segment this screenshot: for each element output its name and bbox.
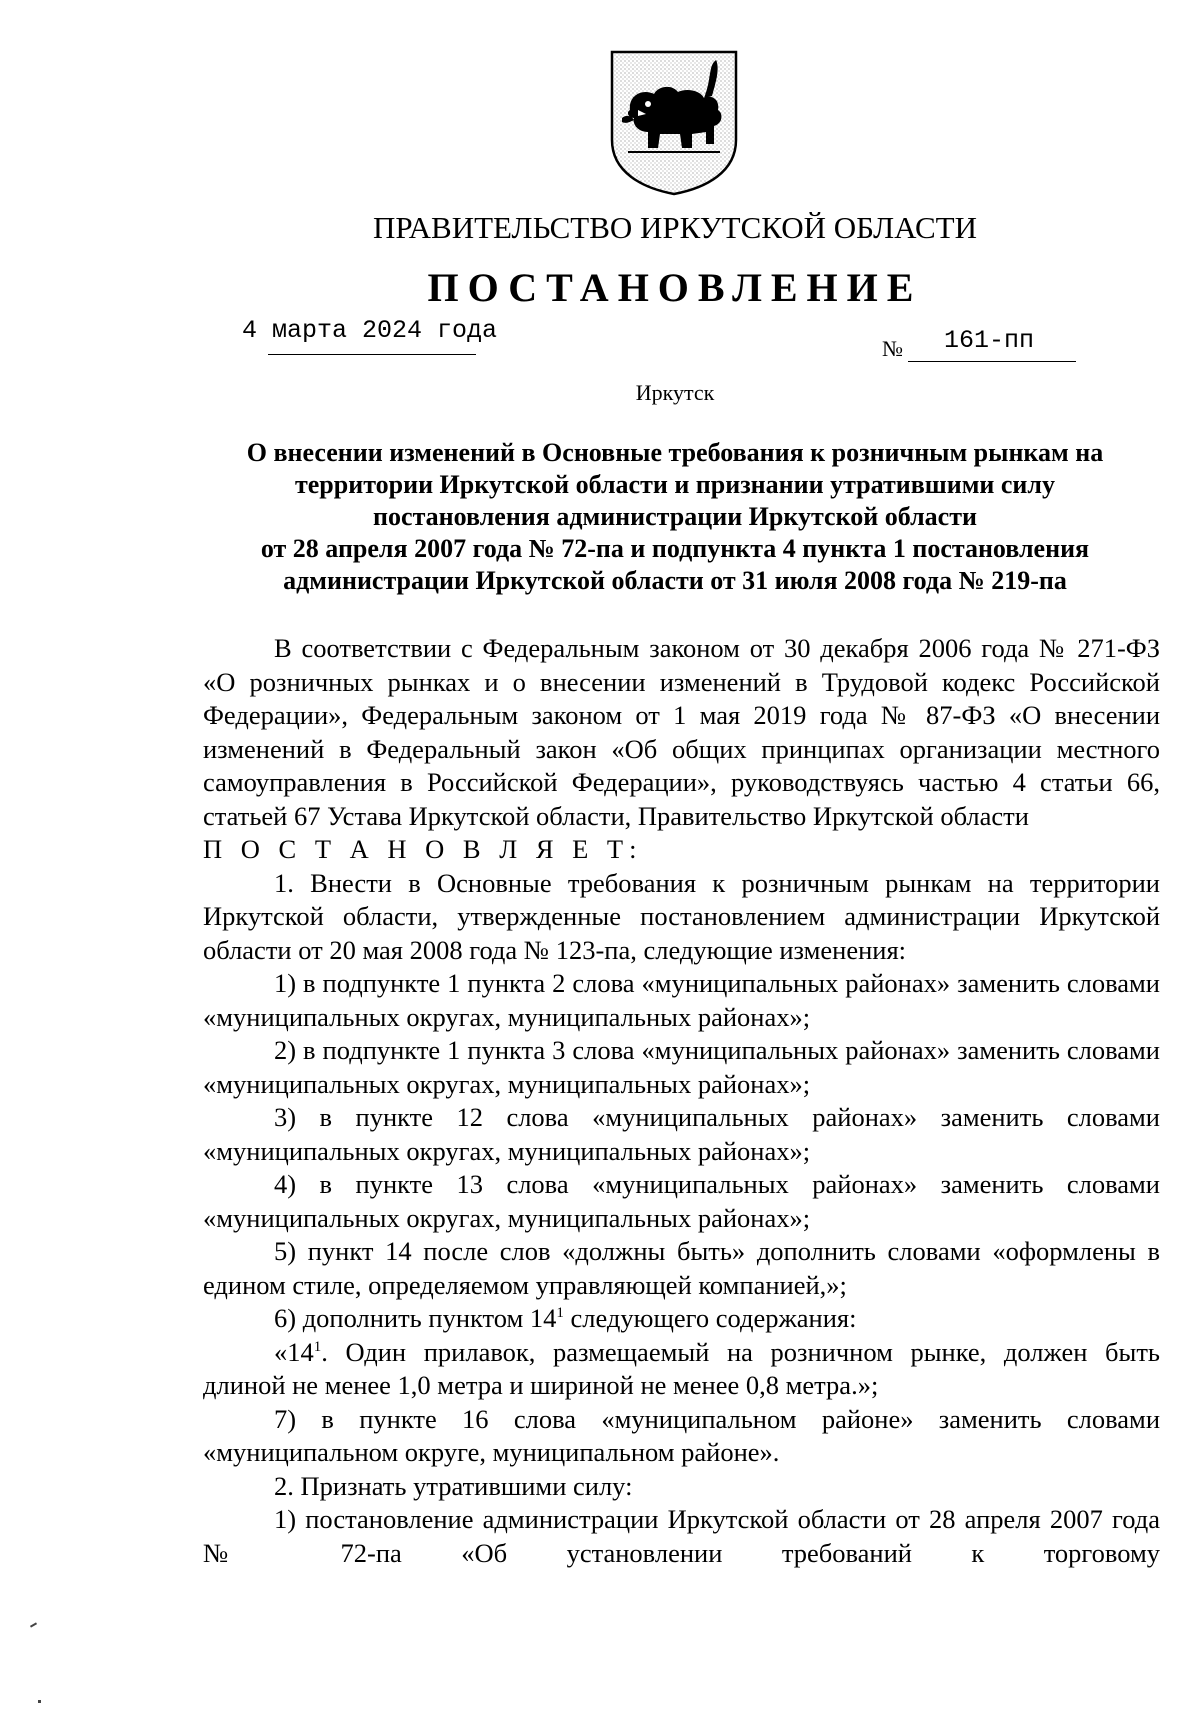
subparagraph-1-3: 3) в пункте 12 слова «муниципальных районах» заменить словами «муниципальных округах, муниципальных районах»; bbox=[203, 1102, 1160, 1166]
number-sign: № bbox=[882, 336, 903, 361]
superscript: 1 bbox=[313, 1338, 322, 1355]
number-underline bbox=[908, 361, 1076, 362]
document-body bbox=[203, 632, 1160, 1570]
title-line: от 28 апреля 2007 года № 72-па и подпункта 4 пункта 1 постановления bbox=[260, 534, 1090, 563]
subparagraph-1-6 bbox=[203, 1302, 1160, 1336]
subparagraph-1-5: 5) пункт 14 после слов «должны быть» дополнить словами «оформлены в едином стиле, определяемом управляющей компанией,»; bbox=[203, 1236, 1160, 1300]
subparagraph-1-7: 7) в пункте 16 слова «муниципальном районе» заменить словами «муниципальном округе, муниципальном районе». bbox=[203, 1403, 1160, 1467]
decree-word: П О С Т А Н О В Л Я Е Т: bbox=[203, 834, 643, 864]
text-fragment: следующего содержания: bbox=[563, 1303, 857, 1333]
superscript: 1 bbox=[556, 1305, 564, 1321]
text-fragment: . Один прилавок, размещаемый на розничном рынке, должен быть длиной не менее 1,0 метра и шириной не менее 0,8 метра.»; bbox=[203, 1336, 1160, 1400]
title-line: администрации Иркутской области от 31 июля 2008 года № 219-па bbox=[283, 566, 1067, 595]
scan-speck bbox=[30, 1622, 37, 1627]
text-fragment: «14 bbox=[274, 1336, 314, 1367]
paragraph-1: 1. Внести в Основные требования к розничным рынкам на территории Иркутской области, утвержденные постановлением администрации Иркутской области от 20 мая 2008 года № 123-па, следующие изменения: bbox=[203, 867, 1160, 965]
document-title bbox=[200, 437, 1150, 597]
coat-of-arms-emblem bbox=[608, 48, 740, 196]
organization-name: ПРАВИТЕЛЬСТВО ИРКУТСКОЙ ОБЛАСТИ bbox=[372, 210, 977, 245]
date-underline bbox=[268, 354, 476, 355]
document-type: ПОСТАНОВЛЕНИЕ bbox=[427, 265, 923, 310]
subparagraph-2-1: 1) постановление администрации Иркутской области от 28 апреля 2007 года № 72-па «Об установлении требований к торговому bbox=[203, 1504, 1160, 1568]
preamble-paragraph: В соответствии с Федеральным законом от 30 декабря 2006 года № 271-ФЗ «О розничных рынках и о внесении изменений в Трудовой кодекс Российской Федерации», Федеральным законом от 1 мая 2019 года № 87-ФЗ «О внесении изменений в Федеральный закон «Об общих принципах организации местного самоуправления в Российской Федерации», руководствуясь частью 4 статьи 66, статьей 67 Устава Иркутской области, Правительство Иркутской области bbox=[203, 633, 1160, 831]
text-fragment: 6) дополнить пунктом 14 bbox=[274, 1303, 557, 1333]
title-line: территории Иркутской области и признании утратившими силу bbox=[294, 470, 1055, 499]
scan-speck bbox=[38, 1700, 41, 1703]
paragraph-2: 2. Признать утратившими силу: bbox=[274, 1470, 633, 1501]
quoted-point-14-1 bbox=[203, 1336, 1160, 1403]
subparagraph-1-1: 1) в подпункте 1 пункта 2 слова «муниципальных районах» заменить словами «муниципальных округах, муниципальных районах»; bbox=[203, 968, 1160, 1032]
subparagraph-1-2: 2) в подпункте 1 пункта 3 слова «муниципальных районах» заменить словами «муниципальных округах, муниципальных районах»; bbox=[203, 1035, 1160, 1099]
document-city: Иркутск bbox=[635, 380, 715, 405]
title-line: О внесении изменений в Основные требования к розничным рынкам на bbox=[246, 438, 1104, 467]
subparagraph-1-4: 4) в пункте 13 слова «муниципальных районах» заменить словами «муниципальных округах, муниципальных районах»; bbox=[203, 1169, 1160, 1233]
document-date: 4 марта 2024 года bbox=[242, 316, 498, 345]
title-line: постановления администрации Иркутской области bbox=[373, 502, 977, 531]
document-number: 161-пп bbox=[944, 326, 1035, 355]
